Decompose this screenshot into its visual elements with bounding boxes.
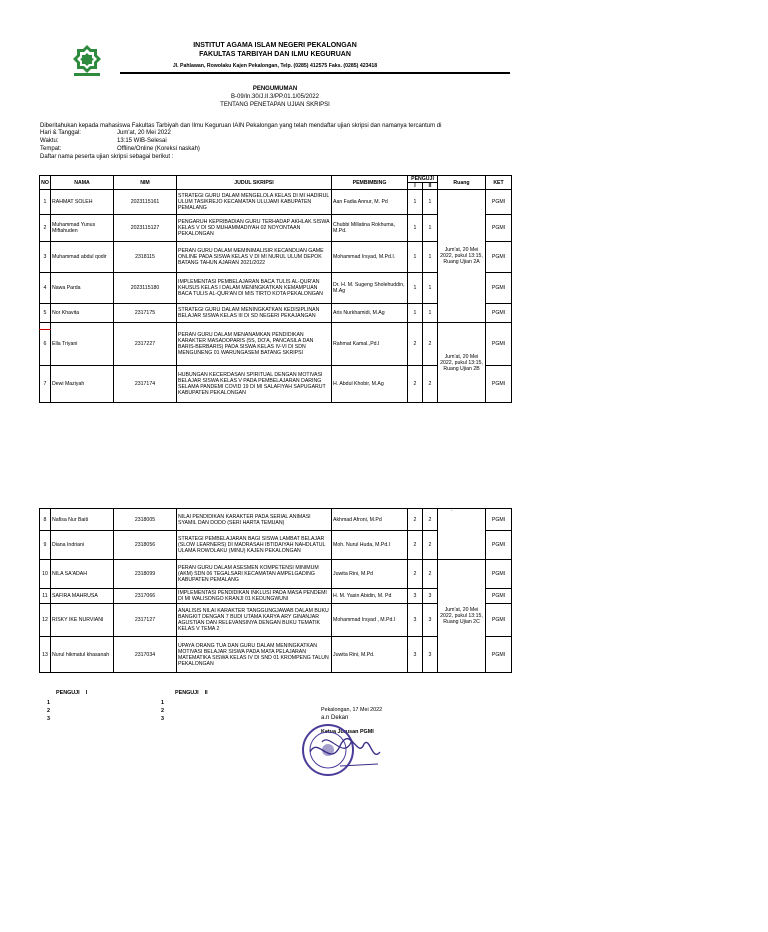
institute-name: INSTITUT AGAMA ISLAM NEGERI PEKALONGAN <box>193 42 357 49</box>
cell-nama: Muhammad abdul qodir <box>51 242 114 273</box>
cell-no: 11 <box>40 589 51 604</box>
header-divider <box>120 72 510 74</box>
place-value: Offline/Online (Koreksi naskah) <box>117 146 200 152</box>
cell-p2: 2 <box>423 560 438 589</box>
cell-nim: 2317066 <box>114 589 177 604</box>
cell-nim: 2317174 <box>114 366 177 403</box>
penguji-2-label: PENGUJI II <box>175 690 208 696</box>
cell-nim: 2318056 <box>114 531 177 560</box>
cell-no: 8 <box>40 509 51 531</box>
col-penguji-2: II <box>423 183 438 190</box>
table-row <box>40 509 512 531</box>
cell-pembimbing: Juwita Rini, M.Pd <box>332 560 408 589</box>
table-row <box>40 560 512 589</box>
cell-ket: PGMI <box>486 560 512 589</box>
cell-nama: RISKY IKE NURVIANI <box>51 604 114 637</box>
cell-p1: 3 <box>408 589 423 604</box>
cell-p2: 1 <box>423 304 438 323</box>
cell-nama: Nor Khavita <box>51 304 114 323</box>
cell-p2: 1 <box>423 242 438 273</box>
col-no: NO <box>40 176 51 190</box>
col-penguji-1: I <box>408 183 423 190</box>
cell-nim: 2318005 <box>114 509 177 531</box>
signature-role: Ketua Jurusan PGMI <box>321 729 374 735</box>
cell-no: 4 <box>40 273 51 304</box>
day-value: Jum'at, 20 Mei 2022 <box>117 130 171 136</box>
cell-pembimbing: Akhmad Afroni, M.Pd <box>332 509 408 531</box>
cell-nama: SAFIRA MAHRUSA <box>51 589 114 604</box>
cell-no: 1 <box>40 190 51 215</box>
cell-no: 13 <box>40 637 51 673</box>
cell-p2: 3 <box>423 637 438 673</box>
penguji-2-item-2: 2 <box>161 708 164 714</box>
place-label: Tempat: <box>40 146 62 152</box>
cell-p2: 1 <box>423 190 438 215</box>
cell-nim: 2318099 <box>114 560 177 589</box>
cell-no: 12 <box>40 604 51 637</box>
cell-p2: 2 <box>423 509 438 531</box>
cell-nim: 2318115 <box>114 242 177 273</box>
cell-no: 10 <box>40 560 51 589</box>
cell-p1: 1 <box>408 242 423 273</box>
cell-ket: PGMI <box>486 589 512 604</box>
col-ket: KET <box>486 176 512 190</box>
cell-no: 9 <box>40 531 51 560</box>
cell-ruang: Jum'at, 20 Mei 2022, pukul 13:15, Ruang Ujian 2C <box>438 560 486 673</box>
exam-table-part-1 <box>39 175 512 403</box>
penguji-2-item-3: 3 <box>161 716 164 722</box>
cell-judul: IMPLEMENTASI PEMBELAJARAN BACA TULIS AL-QUR'AN KHUSUS KELAS I DALAM MENINGKATKAN KEMAMPUAN BACA TULIS AL-QUR'AN DI MIS TIRTO KOTA PEKALONGAN <box>177 273 332 304</box>
penguji-1-item-3: 3 <box>47 716 50 722</box>
cell-p1: 3 <box>408 604 423 637</box>
cell-no: 6 <box>40 323 51 366</box>
cell-p2: 1 <box>423 273 438 304</box>
penguji-1-item-2: 2 <box>47 708 50 714</box>
time-label: Waktu: <box>40 138 59 144</box>
cell-pembimbing: H. M. Yasin Abidin, M. Pd <box>332 589 408 604</box>
cell-nim: 2023115180 <box>114 273 177 304</box>
cell-ket: PGMI <box>486 304 512 323</box>
cell-ruang: Jum'at, 20 Mei 2022, pukul 13:15, Ruang Ujian 2A <box>438 190 486 323</box>
penguji-2-item-1: 1 <box>161 700 164 706</box>
cell-p2: 2 <box>423 531 438 560</box>
cell-nim: 2317034 <box>114 637 177 673</box>
cell-p1: 2 <box>408 531 423 560</box>
cell-judul: PENGARUH KEPRIBADIAN GURU TERHADAP AKHLAK SISWA KELAS V DI SD MUHAMMADIYAH 02 NOYONTAAN PEKALONGAN <box>177 215 332 242</box>
cell-nim: 2317127 <box>114 604 177 637</box>
cell-no: 2 <box>40 215 51 242</box>
table-row <box>40 190 512 215</box>
announcement-title: PENGUMUMAN <box>252 86 298 92</box>
announcement-subject: TENTANG PENETAPAN UJIAN SKRIPSI <box>220 102 330 108</box>
cell-judul: STRATEGI GURU DALAM MENGELOLA KELAS DI MI HADIRUL ULUM TASIKREJO KECAMATAN ULUJAMI KABUPATEN PEMALANG <box>177 190 332 215</box>
cell-p2: 3 <box>423 589 438 604</box>
cell-ket: PGMI <box>486 215 512 242</box>
cell-pembimbing: Moh. Nurul Huda, M.Pd.I <box>332 531 408 560</box>
cell-pembimbing: Chubbi Millatina Rokhuma, M.Pd. <box>332 215 408 242</box>
cell-no: 3 <box>40 242 51 273</box>
col-nim: NIM <box>114 176 177 190</box>
col-pembimbing: PEMBIMBING <box>332 176 408 190</box>
cell-pembimbing: H. Abdul Khobir, M.Ag <box>332 366 408 403</box>
cell-ket: PGMI <box>486 366 512 403</box>
cell-p2: 2 <box>423 323 438 366</box>
cell-judul: STRATEGI PEMBELAJARAN BAGI SISWA LAMBAT BELAJAR (SLOW LEARNERS) DI MADRASAH IBTIDAIYAH NAHDLATUL ULAMA ROWOLAKU (MINU) KAJEN PEKALONGAN <box>177 531 332 560</box>
cell-p1: 1 <box>408 215 423 242</box>
cell-judul: PERAN GURU DALAM MENANAMKAN PENDIDIKAN KARAKTER MASADOPARIS (5S, DO'A, PANCASILA DAN BARIS-BERBARIS) PADA SISWA KELAS IV-VI DI SDN MENGUNENG 01 WARUNGASEM BATANG SKRIPSI <box>177 323 332 366</box>
cell-nama: Nurul hikmatul khasanah <box>51 637 114 673</box>
col-penguji: PENGUJI <box>408 176 438 183</box>
official-stamp-and-signature <box>300 722 392 778</box>
cell-judul: HUBUNGAN KECERDASAN SPIRITUAL DENGAN MOTIVASI BELAJAR SISWA KELAS V PADA PEMBELAJARAN DARING SELAMA PANDEMI COVID 19 DI MI SALAFIYAH SAPUGARUT KABUPATEN PEKALONGAN <box>177 366 332 403</box>
announcement-intro: Diberitahukan kepada mahasiswa Fakultas Tarbiyah dan Ilmu Keguruan IAIN Pekalongan yang telah mendaftar ujian skripsi dan namanya tercantum di <box>40 123 442 129</box>
cell-ket: PGMI <box>486 323 512 366</box>
cell-p1: 2 <box>408 323 423 366</box>
cell-ket: PGMI <box>486 273 512 304</box>
cell-no: 5 <box>40 304 51 323</box>
cell-judul: NILAI PENDIDIKAN KARAKTER PADA SERIAL ANIMASI SYAMIL DAN DODO (SERI HARTA TEMUAN) <box>177 509 332 531</box>
cell-ket: PGMI <box>486 531 512 560</box>
cell-judul: PERAN GURU DALAM ASESMEN KOMPETENSI MINIMUM (AKM) SDN 06 TEGALSARI KECAMATAN AMPELGADING KABUPATEN PEMALANG <box>177 560 332 589</box>
announcement-number: B-09/In.30/J.II.3/PP.01.1/05/2022 <box>231 94 319 100</box>
cell-ruang: Jum'at, 20 Mei 2022, pukul 13:15, Ruang Ujian 2B <box>438 323 486 403</box>
cell-nama: NILA SA'ADAH <box>51 560 114 589</box>
col-ruang: Ruang <box>438 176 486 190</box>
col-nama: NAMA <box>51 176 114 190</box>
dot-mark: · <box>451 508 453 514</box>
penguji-1-item-1: 1 <box>47 700 50 706</box>
cell-judul: IMPLEMENTASI PENDIDIKAN INKLUSI PADA MASA PENDEMI DI MI WALISONGO KRANJI 01 KEDUNGWUNI <box>177 589 332 604</box>
cell-p1: 1 <box>408 190 423 215</box>
faculty-name: FAKULTAS TARBIYAH DAN ILMU KEGURUAN <box>199 51 351 58</box>
cell-nama: Ella Triyani <box>51 323 114 366</box>
cell-p2: 3 <box>423 604 438 637</box>
cell-ket: PGMI <box>486 242 512 273</box>
cell-ruang <box>438 509 486 560</box>
cell-judul: STRATEGI GURU DALAM MENINGKATKAN KEDISIPLINAN BELAJAR SISWA KELAS III DI SD NEGERI PEKAJANGAN <box>177 304 332 323</box>
cell-nama: Dewi Maziyah <box>51 366 114 403</box>
cell-pembimbing: Mohammad Irsyad , M.Pd.I <box>332 604 408 637</box>
cell-p1: 1 <box>408 304 423 323</box>
cell-nama: Muhammad Yunus Miftahuden <box>51 215 114 242</box>
signature-place-date: Pekalongan, 17 Mei 2022 <box>321 707 383 713</box>
cell-p1: 1 <box>408 273 423 304</box>
cell-nama: Diana Indriani <box>51 531 114 560</box>
time-value: 13:15 WIB-Selesai <box>117 138 167 144</box>
cell-ket: PGMI <box>486 637 512 673</box>
cell-nim: 2023115127 <box>114 215 177 242</box>
cell-nama: Nafisa Nur Baiti <box>51 509 114 531</box>
red-mark <box>39 329 51 330</box>
cell-p1: 2 <box>408 509 423 531</box>
cell-p2: 1 <box>423 215 438 242</box>
cell-judul: ANALISIS NILAI KARAKTER TANGGUNGJAWAB DALAM BUKU BANGKIT DENGAN 7 BUDI UTAMA KARYA ARY GINANJAR AGUSTIAN DAN RELEVANSINYA DENGAN BUKU TEMATIK KELAS V TEMA 2 <box>177 604 332 637</box>
col-judul: JUDUL SKRIPSI <box>177 176 332 190</box>
cell-pembimbing: Rahmat Kamal.,Pd.I <box>332 323 408 366</box>
cell-judul: PERAN GURU DALAM MEMINIMALISIR KECANDUAN GAME ONLINE PADA SISWA KELAS V DI MI NURUL ULUM DEPOK BATANG TAHUN AJARAN 2021/2022 <box>177 242 332 273</box>
penguji-1-label: PENGUJI I <box>56 690 88 696</box>
cell-pembimbing: Juwita Rini, M.Pd. <box>332 637 408 673</box>
cell-pembimbing: Aris Nurkhamidi, M.Ag <box>332 304 408 323</box>
cell-p1: 2 <box>408 560 423 589</box>
cell-pembimbing: Mohammad Irsyad, M.Pd.I. <box>332 242 408 273</box>
exam-table-part-2 <box>39 508 512 673</box>
cell-nim: 2317175 <box>114 304 177 323</box>
cell-p2: 2 <box>423 366 438 403</box>
institute-address: Jl. Pahlawan, Rowolaku Kajen Pekalongan, Telp. (0285) 412575 Faks. (0285) 423418 <box>172 63 378 69</box>
cell-ket: PGMI <box>486 604 512 637</box>
cell-pembimbing: Dr. H. M. Sugeng Sholehuddin, M.Ag <box>332 273 408 304</box>
cell-no: 7 <box>40 366 51 403</box>
cell-nim: 2023115161 <box>114 190 177 215</box>
cell-p1: 2 <box>408 366 423 403</box>
signature-on-behalf: a.n Dekan <box>321 715 349 721</box>
list-intro: Daftar nama peserta ujian skripsi sebagai berikut : <box>40 154 174 160</box>
table-row <box>40 323 512 366</box>
cell-ket: PGMI <box>486 190 512 215</box>
cell-judul: UPAYA ORANG TUA DAN GURU DALAM MENINGKATKAN MOTIVASI BELAJAR SISWA PADA MATA PELAJARAN MATEMATIKA SISWA KELAS IV DI SND 01 KROMPENG TALUN PEKALONGAN <box>177 637 332 673</box>
day-label: Hari & Tanggal: <box>40 130 81 136</box>
cell-nim: 2317227 <box>114 323 177 366</box>
cell-pembimbing: Aan Fadia Annur, M. Pd <box>332 190 408 215</box>
cell-nama: Nawa Parda <box>51 273 114 304</box>
cell-nama: RAHMAT SOLEH <box>51 190 114 215</box>
cell-ket: PGMI <box>486 509 512 531</box>
cell-p1: 3 <box>408 637 423 673</box>
iain-logo <box>68 44 106 78</box>
